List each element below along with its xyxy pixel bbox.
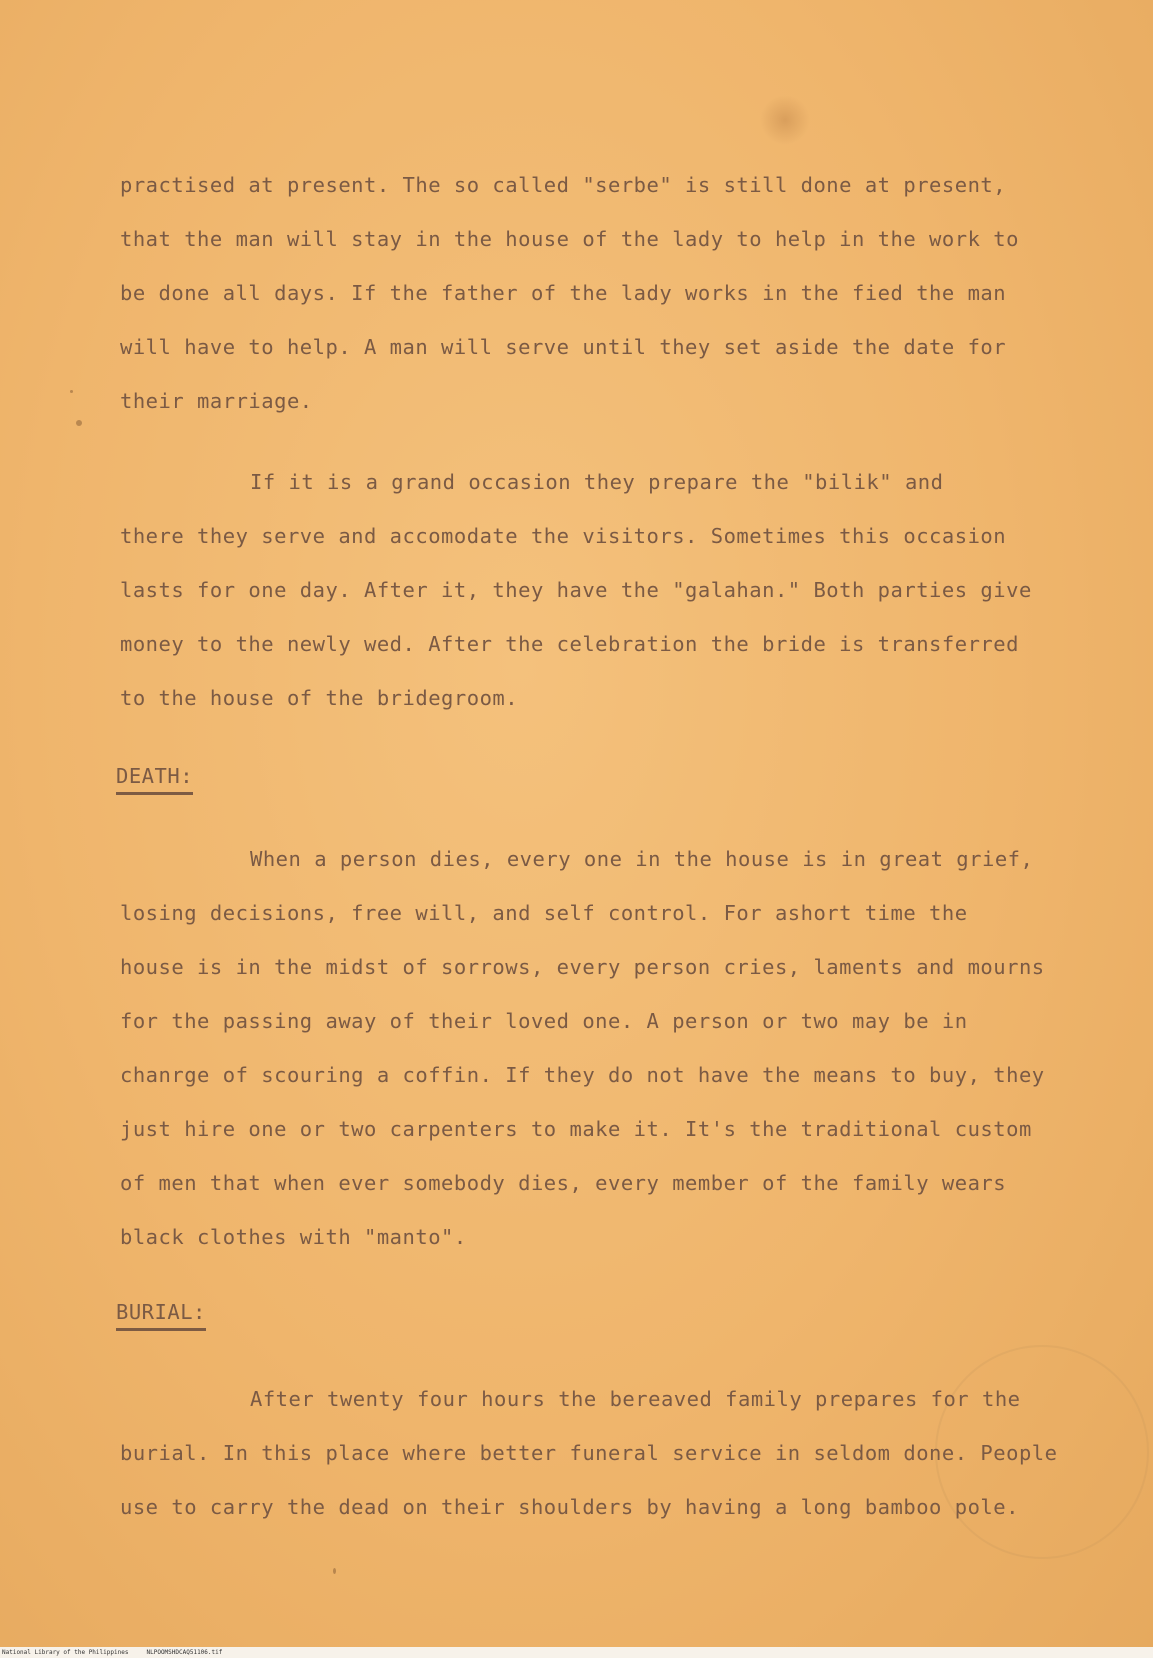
- text-line: When a person dies, every one in the house is in great grief,: [250, 847, 1034, 871]
- text-line: for the passing away of their loved one. A person or two may be in: [120, 1009, 968, 1033]
- text-line: lasts for one day. After it, they have the "galahan." Both parties give: [120, 578, 1032, 602]
- heading-text: DEATH:: [116, 764, 194, 788]
- text-line: just hire one or two carpenters to make it. It's the traditional custom: [120, 1117, 1032, 1141]
- text-line: use to carry the dead on their shoulders by having a long bamboo pole.: [120, 1495, 1019, 1519]
- heading-text: BURIAL:: [116, 1300, 206, 1324]
- text-line: to the house of the bridegroom.: [120, 686, 519, 710]
- text-line: of men that when ever somebody dies, every member of the family wears: [120, 1171, 1007, 1195]
- scan-footer: [0, 1647, 1153, 1658]
- text-line: house is in the midst of sorrows, every person cries, laments and mourns: [120, 955, 1045, 979]
- paragraph-burial: [120, 1372, 1110, 1534]
- heading-underline: [116, 1328, 206, 1331]
- text-line: be done all days. If the father of the lady works in the fied the man: [120, 281, 1007, 305]
- text-line: burial. In this place where better funeral service in seldom done. People: [120, 1441, 1058, 1465]
- text-line: losing decisions, free will, and self control. For ashort time the: [120, 901, 968, 925]
- text-line: practised at present. The so called "serbe" is still done at present,: [120, 173, 1007, 197]
- paragraph-serbe: [120, 158, 1110, 428]
- text-line: will have to help. A man will serve until they set aside the date for: [120, 335, 1007, 359]
- paper-stain: [760, 95, 810, 145]
- paper-speck: [76, 420, 82, 426]
- text-line: their marriage.: [120, 389, 313, 413]
- paper-speck: [333, 1568, 336, 1574]
- text-line: that the man will stay in the house of the lady to help in the work to: [120, 227, 1019, 251]
- section-heading-burial: [116, 1300, 206, 1331]
- paper-speck: [70, 390, 73, 393]
- text-line: there they serve and accomodate the visitors. Sometimes this occasion: [120, 524, 1007, 548]
- text-line: money to the newly wed. After the celebration the bride is transferred: [120, 632, 1019, 656]
- text-line: black clothes with "manto".: [120, 1225, 467, 1249]
- paragraph-celebration: [120, 455, 1110, 725]
- text-line: chanrge of scouring a coffin. If they do not have the means to buy, they: [120, 1063, 1045, 1087]
- footer-file: NLPOOMSHDCAQ51106.tif: [146, 1649, 223, 1656]
- text-line: After twenty four hours the bereaved family prepares for the: [250, 1387, 1021, 1411]
- text-line: If it is a grand occasion they prepare the "bilik" and: [250, 470, 944, 494]
- section-heading-death: [116, 764, 193, 795]
- footer-library: National Library of the Philippines: [2, 1649, 129, 1656]
- heading-underline: [116, 792, 193, 795]
- paragraph-death: [120, 832, 1110, 1264]
